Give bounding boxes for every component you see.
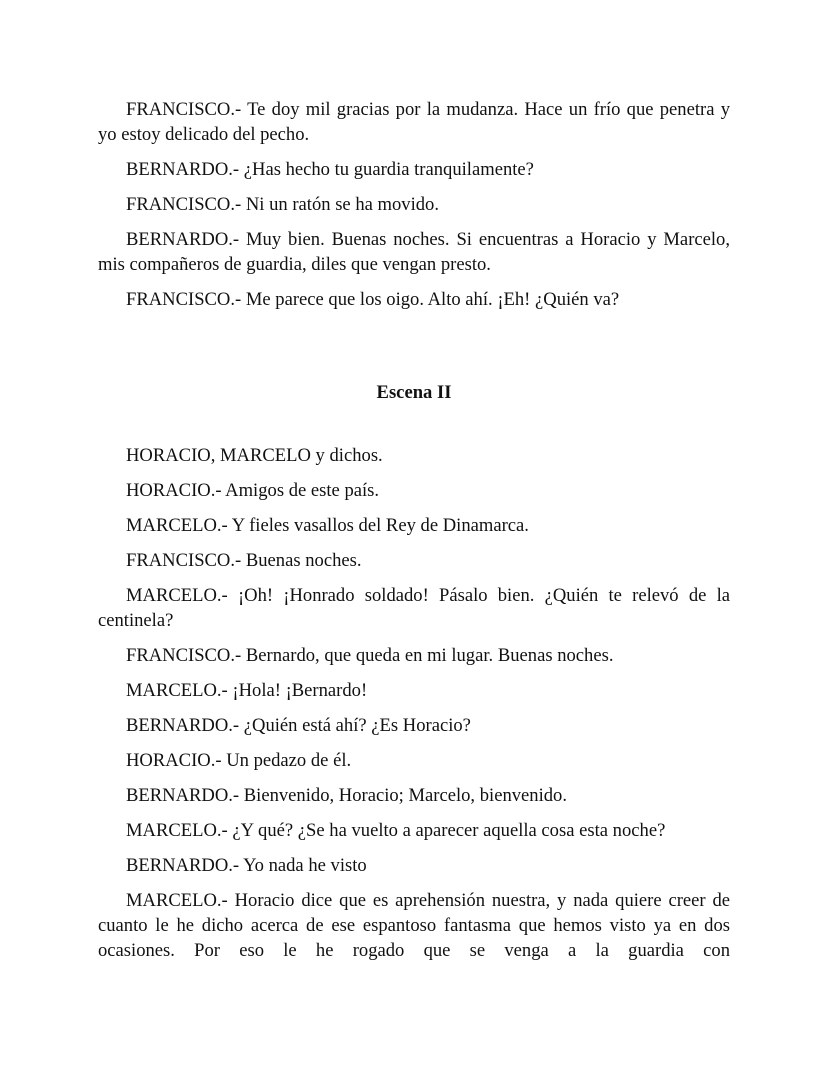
dialogue-paragraph: FRANCISCO.- Te doy mil gracias por la mudanza. Hace un frío que penetra y yo estoy delicado del pecho. bbox=[98, 99, 730, 145]
dialogue-paragraph: HORACIO.- Amigos de este país. bbox=[126, 480, 380, 501]
dialogue-paragraph: BERNARDO.- Muy bien. Buenas noches. Si encuentras a Horacio y Marcelo, mis compañeros de guardia, diles que vengan presto. bbox=[98, 229, 730, 275]
document-page bbox=[98, 97, 730, 973]
dialogue-paragraph: FRANCISCO.- Buenas noches. bbox=[126, 550, 362, 571]
dialogue-paragraph: FRANCISCO.- Ni un ratón se ha movido. bbox=[126, 194, 439, 215]
dialogue-paragraph: FRANCISCO.- Me parece que los oigo. Alto ahí. ¡Eh! ¿Quién va? bbox=[126, 289, 620, 310]
dialogue-paragraph: BERNARDO.- ¿Quién está ahí? ¿Es Horacio? bbox=[126, 715, 471, 736]
dialogue-paragraph: FRANCISCO.- Bernardo, que queda en mi lugar. Buenas noches. bbox=[126, 645, 614, 666]
dialogue-paragraph: MARCELO.- Y fieles vasallos del Rey de Dinamarca. bbox=[126, 515, 529, 536]
dialogue-paragraph: HORACIO.- Un pedazo de él. bbox=[126, 750, 352, 771]
dialogue-paragraph: BERNARDO.- Bienvenido, Horacio; Marcelo, bienvenido. bbox=[126, 785, 567, 806]
dialogue-paragraph: MARCELO.- Horacio dice que es aprehensión nuestra, y nada quiere creer de cuanto le he dicho acerca de ese espantoso fantasma que hemos visto ya en dos ocasiones. Por eso le he rogado que se venga a la guardia con bbox=[98, 890, 730, 961]
dialogue-paragraph: BERNARDO.- ¿Has hecho tu guardia tranquilamente? bbox=[126, 159, 534, 180]
scene-title: Escena II bbox=[376, 382, 452, 403]
dialogue-paragraph: BERNARDO.- Yo nada he visto bbox=[126, 855, 367, 876]
dialogue-paragraph: MARCELO.- ¡Oh! ¡Honrado soldado! Pásalo bien. ¿Quién te relevó de la centinela? bbox=[98, 585, 730, 631]
dialogue-paragraph: MARCELO.- ¡Hola! ¡Bernardo! bbox=[126, 680, 368, 701]
stage-direction: HORACIO, MARCELO y dichos. bbox=[126, 445, 383, 466]
dialogue-paragraph: MARCELO.- ¿Y qué? ¿Se ha vuelto a aparecer aquella cosa esta noche? bbox=[126, 820, 666, 841]
